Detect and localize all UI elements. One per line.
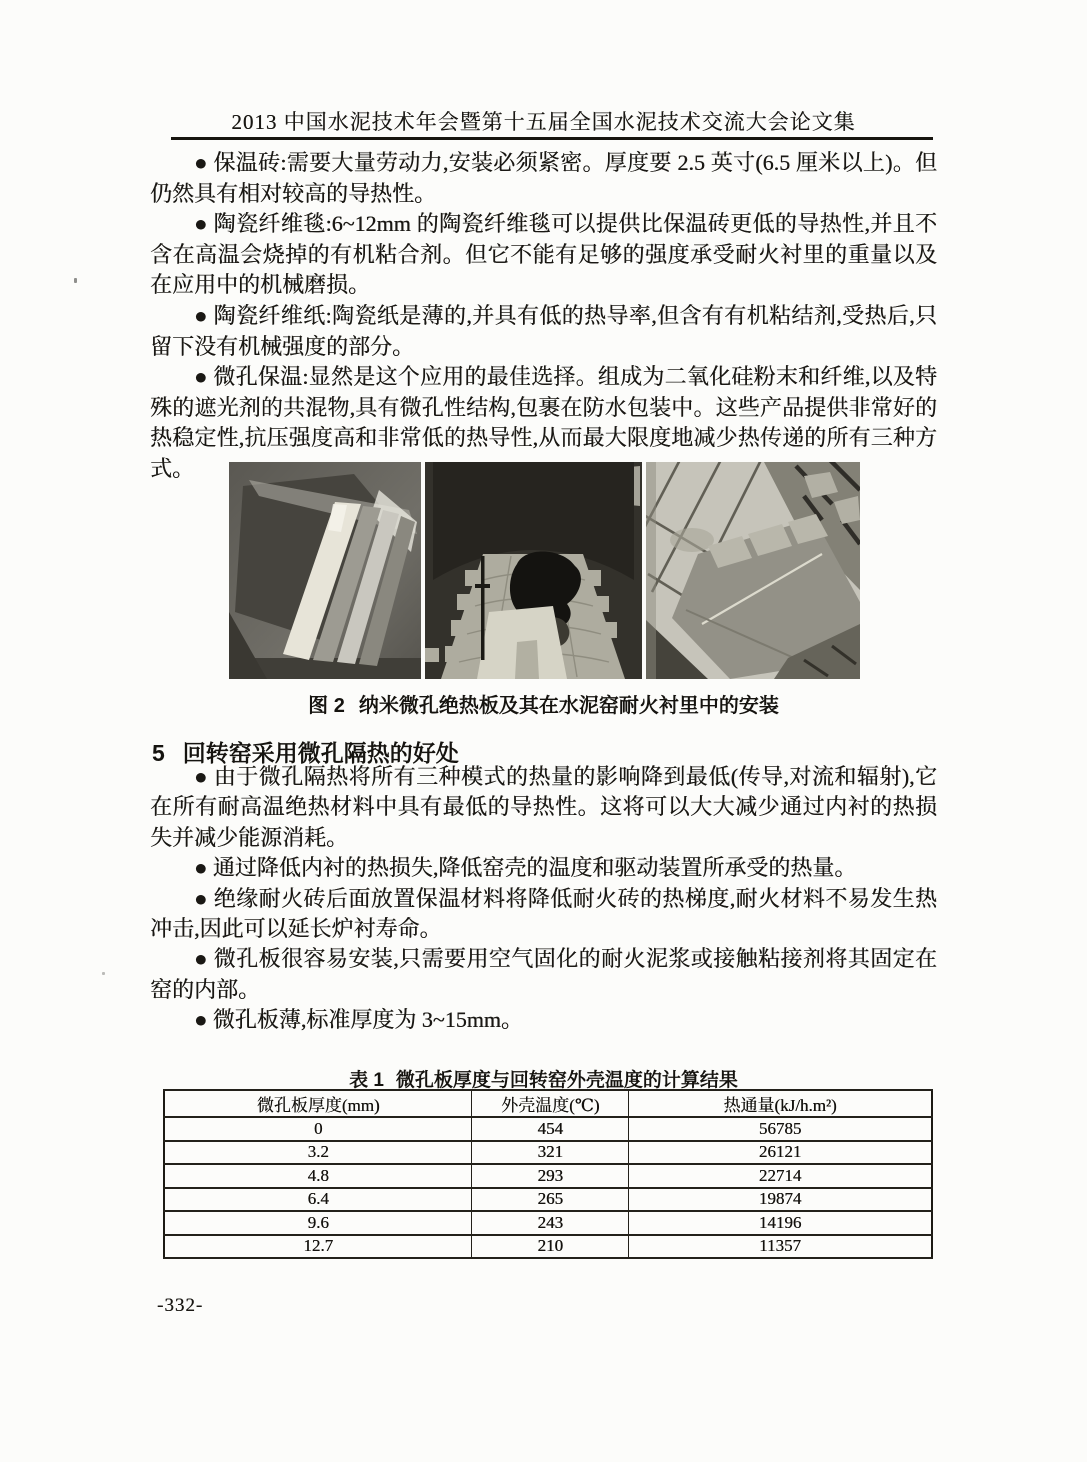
cell-heat-flux: 11357 <box>629 1235 932 1259</box>
calculation-results-table <box>163 1089 933 1259</box>
cell-thickness: 0 <box>164 1117 472 1141</box>
bullet-paragraph-board-thickness: ● 微孔板薄,标准厚度为 3~15mm。 <box>194 1007 523 1033</box>
photo-refractory-lining-image <box>646 462 860 679</box>
scan-artifact-speck <box>74 278 77 283</box>
bullet-paragraph-ceramic-fiber-paper: ● 陶瓷纤维纸:陶瓷纸是薄的,并具有低的热导率,但含有有机粘结剂,受热后,只留下没有机械强度的部分。 <box>150 302 937 359</box>
figure-2 <box>229 462 864 679</box>
table-header-row <box>164 1090 932 1117</box>
cell-heat-flux: 19874 <box>629 1188 932 1212</box>
header-cell-thickness: 微孔板厚度(mm) <box>164 1090 472 1117</box>
table-row <box>164 1188 932 1212</box>
section-5-number: 5 <box>152 740 165 766</box>
bullet-paragraph-microporous-insulation: ● 微孔保温:显然是这个应用的最佳选择。组成为二氧化硅粉末和纤维,以及特殊的遮光剂的共混物,具有微孔性结构,包裹在防水包装中。这些产品提供非常好的热稳定性,抗压强度高和非常低的热导性,从而最大限度地减少热传递的所有三种方式。 <box>150 364 937 481</box>
header-cell-shell-temperature: 外壳温度(℃) <box>472 1090 629 1117</box>
bullet-paragraph-lowest-conductivity: ● 由于微孔隔热将所有三种模式的热量的影响降到最低(传导,对流和辐射),它在所有耐高温绝热材料中具有最低的导热性。这将可以大大减少通过内衬的热损失并减少能源消耗。 <box>150 764 937 850</box>
figure-2-caption-text: 纳米微孔绝热板及其在水泥窑耐火衬里中的安装 <box>358 695 779 717</box>
cell-thickness: 12.7 <box>164 1235 472 1259</box>
photo-kiln-interior-image <box>425 462 642 679</box>
table-row <box>164 1141 932 1165</box>
bullet-paragraph-thermal-gradient: ● 绝缘耐火砖后面放置保温材料将降低耐火砖的热梯度,耐火材料不易发生热冲击,因此可以延长炉衬寿命。 <box>150 885 937 942</box>
photo-kiln-interior-installation <box>425 462 642 679</box>
table-1-label: 表 1 <box>349 1070 384 1091</box>
table-row <box>164 1235 932 1259</box>
bullet-paragraph-insulating-brick: ● 保温砖:需要大量劳动力,安装必须紧密。厚度要 2.5 英寸(6.5 厘米以上)。但仍然具有相对较高的导热性。 <box>150 150 937 206</box>
cell-thickness: 6.4 <box>164 1188 472 1212</box>
header-cell-heat-flux: 热通量(kJ/h.m²) <box>629 1090 932 1117</box>
cell-temperature: 454 <box>472 1117 629 1141</box>
photo-microporous-boards <box>229 462 421 679</box>
bullet-paragraph-easy-installation: ● 微孔板很容易安装,只需要用空气固化的耐火泥浆或接触粘接剂将其固定在窑的内部。 <box>150 946 937 1002</box>
table-1-title-text: 微孔板厚度与回转窑外壳温度的计算结果 <box>395 1070 738 1091</box>
bullet-paragraph-ceramic-fiber-blanket: ● 陶瓷纤维毯:6~12mm 的陶瓷纤维毯可以提供比保温砖更低的导热性,并且不含在高温会烧掉的有机粘合剂。但它不能有足够的强度承受耐火衬里的重量以及在应用中的机械磨损。 <box>150 211 937 298</box>
cell-temperature: 321 <box>472 1141 629 1165</box>
table-row <box>164 1117 932 1141</box>
cell-temperature: 265 <box>472 1188 629 1212</box>
cell-heat-flux: 26121 <box>629 1141 932 1165</box>
figure-2-label: 图 2 <box>308 695 345 717</box>
cell-thickness: 4.8 <box>164 1164 472 1188</box>
photo-microporous-boards-image <box>229 462 421 679</box>
cell-thickness: 3.2 <box>164 1141 472 1165</box>
cell-temperature: 243 <box>472 1211 629 1235</box>
section-5-title: 回转窑采用微孔隔热的好处 <box>182 740 459 766</box>
cell-heat-flux: 22714 <box>629 1164 932 1188</box>
table-row <box>164 1164 932 1188</box>
figure-2-caption <box>0 689 1087 718</box>
cell-temperature: 210 <box>472 1235 629 1259</box>
paragraph-block-1 <box>150 148 937 485</box>
page-number: -332- <box>157 1295 204 1316</box>
running-head: 2013 中国水泥技术年会暨第十五届全国水泥技术交流大会论文集 <box>231 110 856 134</box>
cell-thickness: 9.6 <box>164 1211 472 1235</box>
cell-temperature: 293 <box>472 1164 629 1188</box>
bullet-paragraph-shell-temperature: ● 通过降低内衬的热损失,降低窑壳的温度和驱动装置所承受的热量。 <box>194 855 857 881</box>
scan-artifact-speck <box>102 972 105 975</box>
cell-heat-flux: 56785 <box>629 1117 932 1141</box>
table-1-title <box>0 1065 1087 1092</box>
paragraph-block-2 <box>150 762 937 1036</box>
photo-refractory-lining <box>646 462 860 679</box>
header-rule <box>171 137 933 140</box>
table-row <box>164 1211 932 1235</box>
cell-heat-flux: 14196 <box>629 1211 932 1235</box>
